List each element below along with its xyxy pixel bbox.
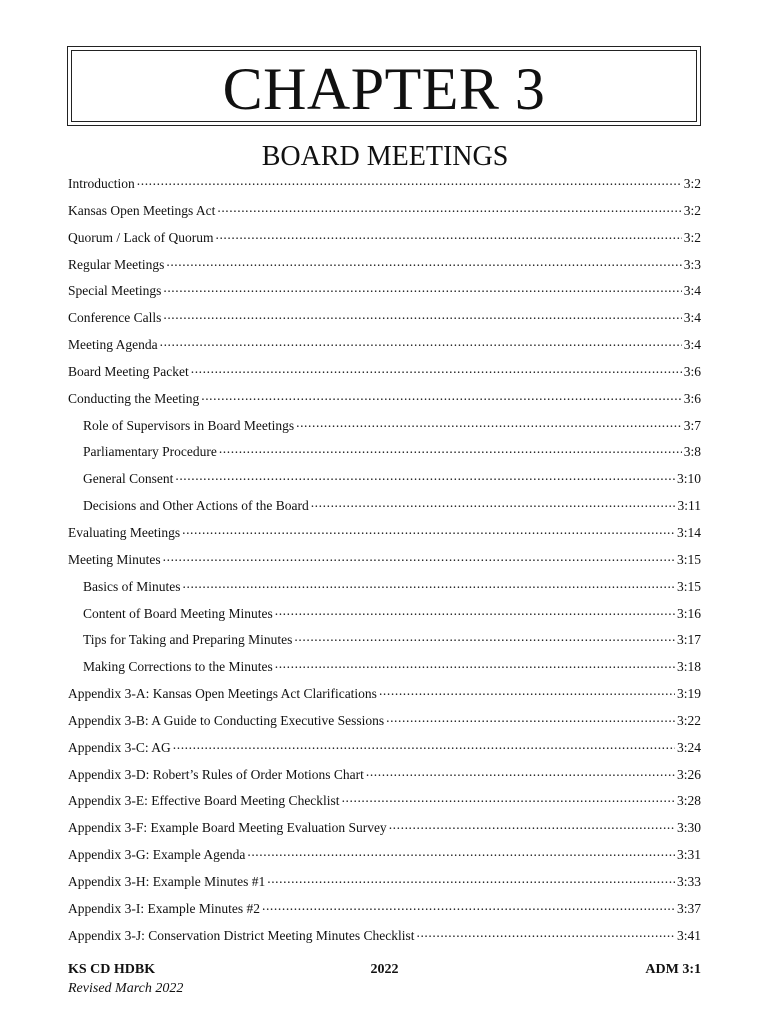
toc-dot-leader (183, 577, 675, 591)
toc-entry[interactable] (68, 305, 701, 332)
toc-entry-page: 3:37 (676, 900, 701, 916)
toc-entry[interactable] (68, 520, 701, 547)
toc-entry-title: Special Meetings (68, 283, 162, 299)
toc-entry-page: 3:4 (683, 310, 701, 326)
toc-entry[interactable] (68, 413, 701, 440)
toc-entry-title: Appendix 3-I: Example Minutes #2 (68, 900, 260, 916)
toc-entry-title: Tips for Taking and Preparing Minutes (83, 632, 293, 648)
toc-entry[interactable] (68, 466, 701, 493)
toc-entry[interactable] (68, 601, 701, 628)
toc-entry[interactable] (68, 815, 701, 842)
toc-entry-title: Conference Calls (68, 310, 162, 326)
toc-entry[interactable] (68, 627, 701, 654)
toc-dot-leader (389, 818, 675, 832)
toc-entry-title: General Consent (83, 471, 174, 487)
toc-dot-leader (366, 765, 675, 779)
toc-dot-leader (163, 281, 681, 295)
toc-entry[interactable] (68, 788, 701, 815)
toc-entry-title: Meeting Minutes (68, 551, 161, 567)
toc-entry-page: 3:4 (683, 283, 701, 299)
toc-entry-title: Decisions and Other Actions of the Board (83, 498, 309, 514)
toc-dot-leader (217, 201, 681, 215)
toc-entry-page: 3:2 (683, 176, 701, 191)
toc-dot-leader (175, 469, 675, 483)
toc-entry-title: Appendix 3-H: Example Minutes #1 (68, 873, 266, 889)
footer-handbook-code: KS CD HDBK (68, 962, 156, 977)
toc-entry-page: 3:30 (676, 820, 701, 836)
toc-entry-title: Evaluating Meetings (68, 524, 181, 540)
page-footer (68, 961, 701, 999)
chapter-title-box-inner (71, 50, 697, 122)
toc-dot-leader (160, 335, 682, 349)
toc-entry-page: 3:17 (676, 632, 701, 648)
toc-dot-leader (311, 496, 676, 510)
toc-entry-page: 3:6 (683, 390, 701, 406)
toc-entry[interactable] (68, 896, 701, 923)
toc-dot-leader (262, 899, 675, 913)
toc-entry-page: 3:26 (676, 766, 701, 782)
toc-dot-leader (294, 630, 675, 644)
toc-dot-leader (275, 604, 675, 618)
section-title: BOARD MEETINGS (261, 141, 509, 172)
toc-dot-leader (182, 523, 675, 537)
chapter-title-box (67, 46, 701, 126)
toc-dot-leader (275, 657, 675, 671)
toc-entry-title: Role of Supervisors in Board Meetings (83, 417, 295, 433)
toc-entry[interactable] (68, 198, 701, 225)
toc-entry[interactable] (68, 708, 701, 735)
toc-dot-leader (173, 738, 675, 752)
toc-entry-title: Content of Board Meeting Minutes (83, 605, 273, 621)
table-of-contents (68, 171, 701, 949)
toc-dot-leader (342, 791, 675, 805)
toc-entry-page: 3:2 (683, 229, 701, 245)
toc-entry[interactable] (68, 735, 701, 762)
toc-entry[interactable] (68, 359, 701, 386)
toc-dot-leader (166, 255, 681, 269)
toc-entry[interactable] (68, 869, 701, 896)
toc-entry-title: Appendix 3-D: Robert’s Rules of Order Motions Chart (68, 766, 364, 782)
toc-entry[interactable] (68, 547, 701, 574)
toc-dot-leader (386, 711, 675, 725)
toc-entry[interactable] (68, 278, 701, 305)
toc-entry-page: 3:4 (683, 337, 701, 353)
toc-entry[interactable] (68, 842, 701, 869)
toc-dot-leader (296, 416, 682, 430)
toc-entry-page: 3:16 (676, 605, 701, 621)
toc-entry-page: 3:8 (683, 444, 701, 460)
toc-entry[interactable] (68, 171, 701, 198)
toc-dot-leader (137, 174, 682, 188)
toc-entry-page: 3:3 (683, 256, 701, 272)
toc-entry-page: 3:28 (676, 793, 701, 809)
toc-dot-leader (247, 845, 675, 859)
toc-entry-page: 3:6 (683, 363, 701, 379)
toc-entry-title: Introduction (68, 176, 135, 191)
toc-entry-title: Regular Meetings (68, 256, 165, 272)
toc-entry-title: Basics of Minutes (83, 578, 181, 594)
toc-dot-leader (219, 442, 682, 456)
toc-entry-page: 3:7 (683, 417, 701, 433)
toc-entry[interactable] (68, 225, 701, 252)
toc-entry-page: 3:10 (676, 471, 701, 487)
toc-entry[interactable] (68, 762, 701, 789)
toc-entry-title: Quorum / Lack of Quorum (68, 229, 214, 245)
toc-entry-page: 3:41 (676, 927, 701, 943)
toc-entry-title: Board Meeting Packet (68, 363, 189, 379)
toc-entry-page: 3:24 (676, 739, 701, 755)
toc-entry-page: 3:22 (676, 712, 701, 728)
toc-entry-title: Kansas Open Meetings Act (68, 202, 216, 218)
toc-dot-leader (191, 362, 682, 376)
toc-entry-page: 3:19 (676, 686, 701, 702)
toc-entry-page: 3:31 (676, 847, 701, 863)
toc-entry-title: Appendix 3-A: Kansas Open Meetings Act Clarifications (68, 686, 377, 702)
toc-dot-leader (163, 308, 681, 322)
toc-entry-title: Appendix 3-G: Example Agenda (68, 847, 246, 863)
toc-entry-page: 3:14 (676, 524, 701, 540)
toc-entry[interactable] (68, 439, 701, 466)
toc-dot-leader (416, 926, 675, 940)
toc-entry[interactable] (68, 923, 701, 950)
toc-dot-leader (201, 389, 682, 403)
toc-dot-leader (379, 684, 675, 698)
toc-dot-leader (215, 228, 681, 242)
toc-entry-page: 3:15 (676, 551, 701, 567)
toc-entry[interactable] (68, 386, 701, 413)
toc-entry[interactable] (68, 493, 701, 520)
footer-revised-date: Revised March 2022 (68, 981, 184, 996)
footer-year: 2022 (370, 962, 399, 977)
toc-entry-title: Appendix 3-F: Example Board Meeting Evaluation Survey (68, 820, 387, 836)
toc-dot-leader (267, 872, 675, 886)
toc-entry-title: Making Corrections to the Minutes (83, 659, 273, 675)
toc-entry[interactable] (68, 654, 701, 681)
toc-entry-title: Appendix 3-J: Conservation District Meeting Minutes Checklist (68, 927, 415, 943)
toc-entry[interactable] (68, 332, 701, 359)
toc-entry-title: Conducting the Meeting (68, 390, 200, 406)
toc-entry-page: 3:11 (677, 498, 701, 514)
footer-page-number: ADM 3:1 (645, 962, 701, 977)
toc-entry-title: Appendix 3-C: AG (68, 739, 171, 755)
toc-entry-page: 3:15 (676, 578, 701, 594)
toc-entry-title: Parliamentary Procedure (83, 444, 217, 460)
toc-entry-page: 3:33 (676, 873, 701, 889)
toc-entry[interactable] (68, 574, 701, 601)
toc-entry-title: Meeting Agenda (68, 337, 158, 353)
toc-dot-leader (163, 550, 675, 564)
toc-entry-page: 3:2 (683, 202, 701, 218)
chapter-title: CHAPTER 3 (222, 56, 546, 122)
toc-entry-title: Appendix 3-E: Effective Board Meeting Checklist (68, 793, 340, 809)
footer-row (68, 961, 701, 979)
toc-entry-page: 3:18 (676, 659, 701, 675)
toc-entry[interactable] (68, 681, 701, 708)
toc-entry[interactable] (68, 252, 701, 279)
toc-entry-title: Appendix 3-B: A Guide to Conducting Executive Sessions (68, 712, 385, 728)
